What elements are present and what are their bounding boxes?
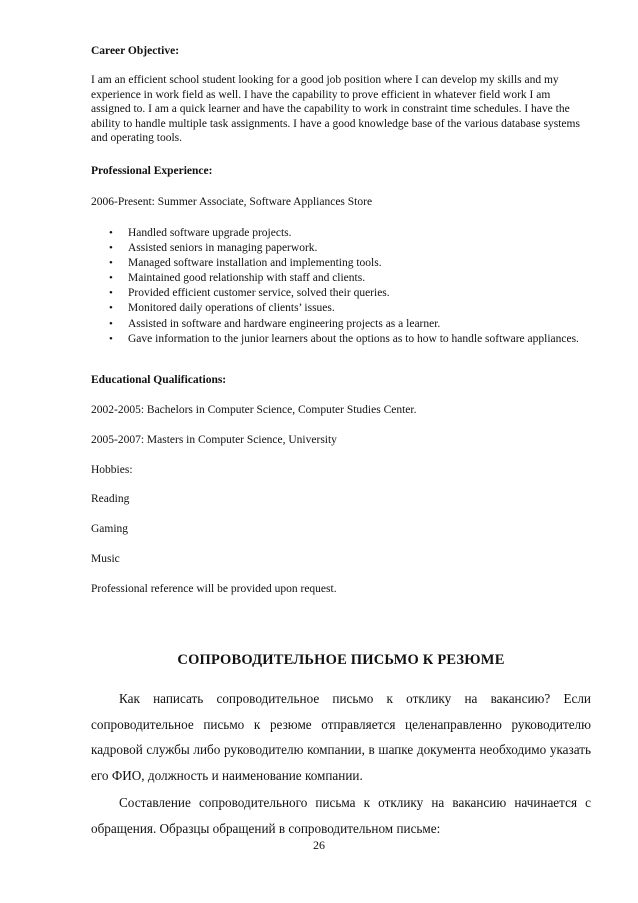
page-number: 26 xyxy=(313,838,325,852)
cover-letter-paragraph-2: Составление сопроводительного письма к отклику на вакансию начинается с обращения. Образцы обращений в сопроводительном письме: xyxy=(91,795,591,836)
career-objective-text: I am an efficient school student looking for a good job position where I can develop my skills and my experience in work field as well. I have the capability to prove efficient in whatever field work I am assigned to. I am a quick learner and have the capability to work in constraint time schedules. I have the ability to handle multiple task assignments. I have a good knowledge base of the various database systems and operating tools. xyxy=(91,74,580,145)
hobby-item: Reading xyxy=(91,493,130,505)
list-item: • Managed software installation and implementing tools. xyxy=(91,256,591,271)
experience-position: 2006-Present: Summer Associate, Software Appliances Store xyxy=(91,196,373,208)
hobby-item: Gaming xyxy=(91,523,129,535)
hobbies-heading: Hobbies: xyxy=(91,464,133,476)
experience-list xyxy=(91,226,591,347)
list-item: • Maintained good relationship with staff and clients. xyxy=(91,271,591,286)
reference-note: Professional reference will be provided upon request. xyxy=(91,583,337,595)
cover-letter-paragraph-1: Как написать сопроводительное письмо к отклику на вакансию? Если сопроводительное письмо к резюме отправляется целенаправленно руководителю кадровой службы либо руководителю компании, в шапке документа необходимо указать его ФИО, должность и наименование компании. xyxy=(91,691,591,783)
list-item: • Provided efficient customer service, solved their queries. xyxy=(91,286,591,301)
list-item: • Assisted in software and hardware engineering projects as a learner. xyxy=(91,317,591,332)
hobby-item: Music xyxy=(91,553,120,565)
list-item: • Monitored daily operations of clients’ issues. xyxy=(91,301,591,316)
list-item: • Assisted seniors in managing paperwork. xyxy=(91,241,591,256)
education-item: 2005-2007: Masters in Computer Science, University xyxy=(91,434,337,446)
cover-letter-title: СОПРОВОДИТЕЛЬНОЕ ПИСЬМО К РЕЗЮМЕ xyxy=(177,652,505,668)
experience-heading: Professional Experience: xyxy=(91,165,213,177)
list-item: • Handled software upgrade projects. xyxy=(91,226,591,241)
education-item: 2002-2005: Bachelors in Computer Science, Computer Studies Center. xyxy=(91,404,417,416)
career-objective-heading: Career Objective: xyxy=(91,45,180,57)
list-item: • Gave information to the junior learners about the options as to how to handle software appliances. xyxy=(91,332,591,347)
education-heading: Educational Qualifications: xyxy=(91,374,227,386)
